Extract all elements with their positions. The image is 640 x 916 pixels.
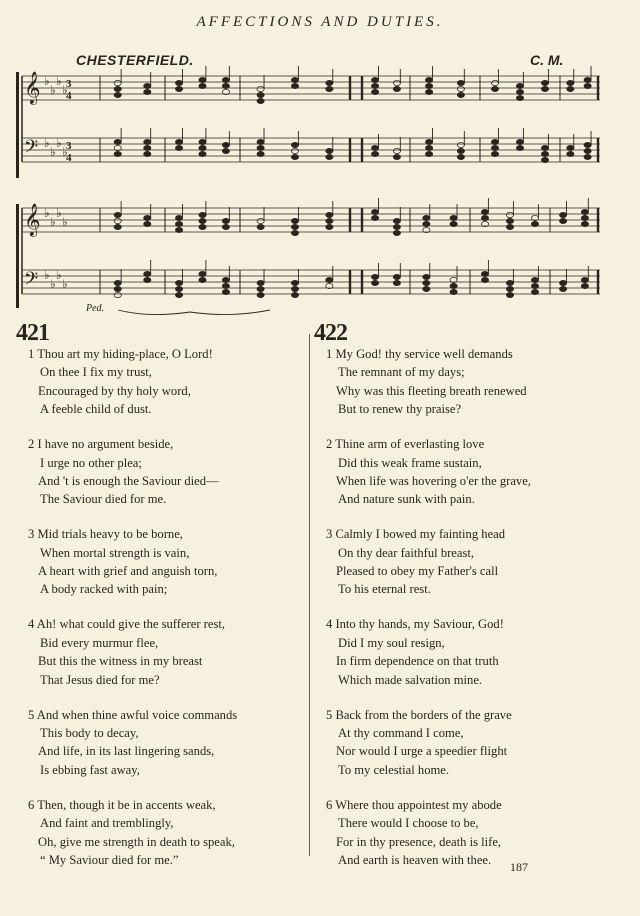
note-head xyxy=(450,283,457,288)
note-head xyxy=(506,218,513,223)
note-head xyxy=(371,209,378,214)
music-score xyxy=(0,66,640,316)
note-head xyxy=(257,280,264,285)
verse-line: 5 Back from the borders of the grave xyxy=(326,707,512,722)
note-head xyxy=(291,286,298,291)
note-head xyxy=(114,86,121,91)
note-head xyxy=(144,277,151,282)
note-head xyxy=(144,145,151,150)
note-head xyxy=(516,139,523,144)
note-head xyxy=(257,218,264,223)
note-head xyxy=(175,221,182,226)
verse-line: 2 Thine arm of everlasting love xyxy=(326,437,485,452)
note-head xyxy=(326,86,333,91)
note-head xyxy=(199,145,206,150)
note-head xyxy=(423,280,430,285)
stanza xyxy=(28,796,237,870)
flat-sign: ♭ xyxy=(50,83,56,97)
flat-sign: ♭ xyxy=(50,215,56,229)
note-head xyxy=(114,151,121,156)
note-head xyxy=(175,280,182,285)
stanza xyxy=(326,525,531,599)
note-head xyxy=(144,221,151,226)
note-head xyxy=(371,89,378,94)
flat-sign: ♭ xyxy=(56,136,62,150)
column-divider xyxy=(309,334,310,856)
note-head xyxy=(291,218,298,223)
note-head xyxy=(559,212,566,217)
verse-line: The remnant of my days; xyxy=(338,365,465,380)
note-head xyxy=(222,77,229,82)
note-head xyxy=(457,148,464,153)
note-head xyxy=(581,215,588,220)
note-head xyxy=(114,292,121,297)
note-head xyxy=(144,215,151,220)
treble-clef: 𝄞 xyxy=(24,71,41,104)
note-head xyxy=(506,286,513,291)
note-head xyxy=(114,139,121,144)
verse-line: At thy command I come, xyxy=(338,726,464,741)
note-head xyxy=(291,230,298,235)
note-head xyxy=(222,142,229,147)
note-head xyxy=(584,83,591,88)
verse-line: 4 Ah! what could give the sufferer rest, xyxy=(28,617,226,632)
note-head xyxy=(541,86,548,91)
note-head xyxy=(199,151,206,156)
note-head xyxy=(222,224,229,229)
verse-line: “ My Saviour died for me.” xyxy=(40,852,179,867)
note-head xyxy=(393,80,400,85)
note-head xyxy=(425,89,432,94)
stanza-gap xyxy=(326,419,531,436)
note-head xyxy=(481,215,488,220)
verse-line: Why was this fleeting breath renewed xyxy=(336,383,527,398)
note-head xyxy=(491,139,498,144)
page-number: 187 xyxy=(510,860,528,874)
verse-line: A heart with grief and anguish torn, xyxy=(38,564,218,579)
note-head xyxy=(291,142,298,147)
stanza xyxy=(28,706,237,780)
note-head xyxy=(393,148,400,153)
stanza xyxy=(28,615,237,689)
stanza-gap xyxy=(326,779,531,796)
note-head xyxy=(541,157,548,162)
stanza-gap xyxy=(28,419,237,436)
note-head xyxy=(291,280,298,285)
note-head xyxy=(326,277,333,282)
note-head xyxy=(425,83,432,88)
hymn-422-text xyxy=(326,345,531,869)
note-head xyxy=(175,86,182,91)
note-head xyxy=(531,277,538,282)
note-head xyxy=(326,212,333,217)
note-head xyxy=(423,221,430,226)
note-head xyxy=(144,83,151,88)
note-head xyxy=(144,89,151,94)
note-head xyxy=(567,145,574,150)
hymn-421-text xyxy=(28,345,237,869)
stanza-gap xyxy=(28,599,237,616)
verse-line: That Jesus died for me? xyxy=(40,672,160,687)
bass-clef: 𝄢 xyxy=(24,269,39,294)
note-head xyxy=(481,209,488,214)
note-head xyxy=(291,148,298,153)
note-head xyxy=(457,154,464,159)
note-head xyxy=(114,80,121,85)
system-bracket xyxy=(16,204,19,308)
treble-clef: 𝄞 xyxy=(24,203,41,236)
note-head xyxy=(222,148,229,153)
note-head xyxy=(425,151,432,156)
verse-line: Is ebbing fast away, xyxy=(40,762,140,777)
note-head xyxy=(257,86,264,91)
flat-sign: ♭ xyxy=(44,268,50,282)
verse-line: A feeble child of dust. xyxy=(40,402,152,417)
note-head xyxy=(114,224,121,229)
verse-line: And earth is heaven with thee. xyxy=(338,852,492,867)
verse-line: Did I my soul resign, xyxy=(338,635,445,650)
running-head: AFFECTIONS AND DUTIES. xyxy=(196,14,444,30)
note-head xyxy=(457,80,464,85)
flat-sign: ♭ xyxy=(56,268,62,282)
note-head xyxy=(222,83,229,88)
note-head xyxy=(491,145,498,150)
note-head xyxy=(423,215,430,220)
time-signature-bottom: 4 xyxy=(66,152,72,164)
note-head xyxy=(541,145,548,150)
note-head xyxy=(541,151,548,156)
stanza xyxy=(326,796,531,870)
note-head xyxy=(457,92,464,97)
stanza xyxy=(326,345,531,419)
verse-line: When life was hovering o'er the grave, xyxy=(336,473,531,488)
note-head xyxy=(175,145,182,150)
verse-line: Encouraged by thy holy word, xyxy=(38,383,191,398)
stanza-gap xyxy=(28,509,237,526)
note-head xyxy=(371,83,378,88)
note-head xyxy=(567,86,574,91)
note-head xyxy=(393,86,400,91)
note-head xyxy=(457,86,464,91)
note-head xyxy=(175,139,182,144)
note-head xyxy=(222,289,229,294)
verse-line: When mortal strength is vain, xyxy=(40,545,190,560)
note-head xyxy=(506,212,513,217)
stanza-gap xyxy=(326,599,531,616)
note-head xyxy=(199,224,206,229)
verse-line: The Saviour died for me. xyxy=(40,492,167,507)
verse-line: 3 Mid trials heavy to be borne, xyxy=(28,527,183,542)
note-head xyxy=(393,274,400,279)
flat-sign: ♭ xyxy=(50,277,56,291)
verse-line: To my celestial home. xyxy=(338,762,450,777)
note-head xyxy=(114,218,121,223)
note-head xyxy=(531,283,538,288)
note-head xyxy=(581,283,588,288)
note-head xyxy=(393,230,400,235)
note-head xyxy=(531,289,538,294)
note-head xyxy=(326,148,333,153)
note-head xyxy=(457,142,464,147)
note-head xyxy=(291,224,298,229)
verse-line: To his eternal rest. xyxy=(338,582,431,597)
note-head xyxy=(393,280,400,285)
stanza xyxy=(326,435,531,509)
verse-line: Oh, give me strength in death to speak, xyxy=(38,834,235,849)
tune-meter: C. M. xyxy=(530,52,564,68)
note-head xyxy=(257,224,264,229)
note-head xyxy=(423,274,430,279)
note-head xyxy=(481,277,488,282)
note-head xyxy=(491,151,498,156)
note-head xyxy=(567,80,574,85)
verse-line: Pleased to obey my Father's call xyxy=(336,564,499,579)
note-head xyxy=(584,77,591,82)
flat-sign: ♭ xyxy=(44,206,50,220)
system-bracket xyxy=(16,72,19,178)
stanza-gap xyxy=(28,689,237,706)
note-head xyxy=(291,77,298,82)
note-head xyxy=(584,148,591,153)
note-head xyxy=(114,92,121,97)
verse-line: Which made salvation mine. xyxy=(338,672,483,687)
note-head xyxy=(481,271,488,276)
flat-sign: ♭ xyxy=(56,74,62,88)
note-head xyxy=(371,215,378,220)
verse-line: A body racked with pain; xyxy=(40,582,168,597)
stanza xyxy=(28,435,237,509)
verse-line: 6 Where thou appointest my abode xyxy=(326,797,502,812)
note-head xyxy=(257,151,264,156)
verse-line: Bid every murmur flee, xyxy=(40,635,159,650)
note-head xyxy=(506,280,513,285)
note-head xyxy=(450,221,457,226)
note-head xyxy=(559,218,566,223)
flat-sign: ♭ xyxy=(62,83,68,97)
note-head xyxy=(425,145,432,150)
verse-line: I urge no other plea; xyxy=(40,455,142,470)
note-head xyxy=(581,221,588,226)
note-head xyxy=(114,212,121,217)
note-head xyxy=(516,89,523,94)
note-head xyxy=(199,139,206,144)
note-head xyxy=(114,286,121,291)
note-head xyxy=(175,80,182,85)
note-head xyxy=(257,286,264,291)
stanza-gap xyxy=(326,509,531,526)
note-head xyxy=(199,218,206,223)
note-head xyxy=(144,151,151,156)
verse-line: But this the witness in my breast xyxy=(38,654,203,669)
verse-line: 1 My God! thy service well demands xyxy=(326,347,513,361)
verse-line: 5 And when thine awful voice commands xyxy=(28,707,238,722)
note-head xyxy=(199,277,206,282)
note-head xyxy=(531,221,538,226)
stanza xyxy=(326,706,531,780)
stanza xyxy=(28,525,237,599)
note-head xyxy=(257,98,264,103)
note-head xyxy=(491,86,498,91)
note-head xyxy=(222,277,229,282)
flat-sign: ♭ xyxy=(62,277,68,291)
note-head xyxy=(222,283,229,288)
note-head xyxy=(423,286,430,291)
flat-sign: ♭ xyxy=(44,74,50,88)
verse-line: On thy dear faithful breast, xyxy=(338,545,475,560)
verse-line: 6 Then, though it be in accents weak, xyxy=(28,797,216,812)
note-head xyxy=(144,139,151,144)
verse-line: Did this weak frame sustain, xyxy=(338,455,482,470)
note-head xyxy=(559,280,566,285)
verse-line: 4 Into thy hands, my Saviour, God! xyxy=(326,617,504,632)
note-head xyxy=(371,77,378,82)
verse-line: And 't is enough the Saviour died— xyxy=(38,473,219,488)
note-head xyxy=(450,289,457,294)
note-head xyxy=(222,218,229,223)
note-head xyxy=(371,151,378,156)
verse-line: For in thy presence, death is life, xyxy=(336,834,502,849)
note-head xyxy=(257,139,264,144)
verse-line: 2 I have no argument beside, xyxy=(28,437,174,452)
note-head xyxy=(144,271,151,276)
note-head xyxy=(175,292,182,297)
verse-line: But to renew thy praise? xyxy=(338,402,462,417)
verse-line: 3 Calmly I bowed my fainting head xyxy=(326,527,506,542)
note-head xyxy=(326,224,333,229)
note-head xyxy=(291,154,298,159)
note-head xyxy=(291,292,298,297)
note-head xyxy=(175,286,182,291)
note-head xyxy=(425,77,432,82)
note-head xyxy=(371,280,378,285)
verse-line: And life, in its last lingering sands, xyxy=(38,744,215,759)
pedal-bracket xyxy=(118,310,270,315)
verse-line: 1 Thou art my hiding-place, O Lord! xyxy=(28,347,213,361)
note-head xyxy=(450,215,457,220)
note-head xyxy=(541,80,548,85)
verse-line: There would I choose to be, xyxy=(338,816,479,831)
pedal-mark: Ped. xyxy=(86,303,105,314)
note-head xyxy=(567,151,574,156)
note-head xyxy=(199,271,206,276)
bass-clef: 𝄢 xyxy=(24,137,39,162)
tune-name: CHESTERFIELD. xyxy=(76,52,194,68)
note-head xyxy=(199,212,206,217)
note-head xyxy=(199,77,206,82)
note-head xyxy=(393,218,400,223)
note-head xyxy=(516,83,523,88)
stanza-gap xyxy=(326,689,531,706)
note-head xyxy=(326,80,333,85)
flat-sign: ♭ xyxy=(56,206,62,220)
note-head xyxy=(581,277,588,282)
hymn-number-421: 421 xyxy=(16,320,49,346)
flat-sign: ♭ xyxy=(62,215,68,229)
note-head xyxy=(584,142,591,147)
stanza xyxy=(28,345,237,419)
note-head xyxy=(175,215,182,220)
note-head xyxy=(291,83,298,88)
note-head xyxy=(559,286,566,291)
verse-line: On thee I fix my trust, xyxy=(40,365,152,380)
stanza-gap xyxy=(28,779,237,796)
verse-line: And nature sunk with pain. xyxy=(338,492,475,507)
verse-line: Nor would I urge a speedier flight xyxy=(336,744,508,759)
note-head xyxy=(491,80,498,85)
note-head xyxy=(516,145,523,150)
time-signature-top: 3 xyxy=(66,78,72,90)
hymn-number-422: 422 xyxy=(314,320,347,346)
note-head xyxy=(425,139,432,144)
note-head xyxy=(257,292,264,297)
note-head xyxy=(371,145,378,150)
time-signature-top: 3 xyxy=(66,140,72,152)
note-head xyxy=(371,274,378,279)
note-head xyxy=(516,95,523,100)
stanza xyxy=(326,615,531,689)
note-head xyxy=(506,292,513,297)
note-head xyxy=(393,224,400,229)
note-head xyxy=(199,83,206,88)
flat-sign: ♭ xyxy=(62,145,68,159)
note-head xyxy=(581,209,588,214)
note-head xyxy=(326,218,333,223)
note-head xyxy=(175,227,182,232)
verse-line: This body to decay, xyxy=(40,726,139,741)
time-signature-bottom: 4 xyxy=(66,90,72,102)
flat-sign: ♭ xyxy=(44,136,50,150)
note-head xyxy=(257,92,264,97)
verse-line: In firm dependence on that truth xyxy=(336,654,499,669)
note-head xyxy=(506,224,513,229)
note-head xyxy=(114,280,121,285)
note-head xyxy=(326,154,333,159)
note-head xyxy=(393,154,400,159)
note-head xyxy=(584,154,591,159)
flat-sign: ♭ xyxy=(50,145,56,159)
note-head xyxy=(257,145,264,150)
verse-line: And faint and tremblingly, xyxy=(40,816,174,831)
